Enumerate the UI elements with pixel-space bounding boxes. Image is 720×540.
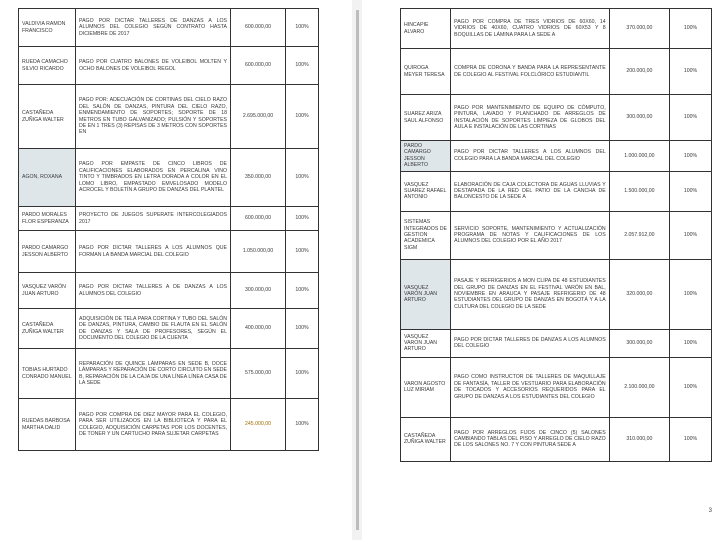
amount-cell: 600.000,00 — [231, 9, 286, 47]
amount-cell: 1.050.000,00 — [231, 231, 286, 273]
payee-name-cell: PARDO CAMARGO JESSON ALBERTO — [19, 231, 76, 273]
percentage-cell: 100% — [286, 309, 319, 349]
percentage-cell: 100% — [670, 171, 712, 211]
amount-cell: 575.000,00 — [231, 349, 286, 399]
amount-cell: 400.000,00 — [231, 309, 286, 349]
payment-concept-cell: PAGO POR CUATRO BALONES DE VOLEIBOL MOLTEN Y OCHO BALONES DE VOLEIBOL REGOL — [76, 47, 231, 85]
amount-cell: 1.500.000,00 — [609, 171, 669, 211]
payment-concept-cell: SERVICIO SOPORTE, MANTENIMIENTO Y ACTUALIZACIÓN PROGRAMA DE NOTAS Y CALIFICACIONES DE LOS ALUMNOS DEL COLEGIO POR EL AÑO 2017 — [451, 211, 610, 259]
payment-concept-cell: COMPRA DE CORONA Y BANDA PARA LA REPRESENTANTE DE COLEGIO AL FESTIVAL FOLCLÓRICO ESTUDIANTIL — [451, 49, 610, 95]
page-gutter — [352, 0, 362, 540]
table-row — [19, 85, 319, 149]
table-row — [19, 207, 319, 231]
payment-concept-cell: PAGO POR: ADECUACIÓN DE CORTINAS DEL CIELO RAZO DEL SALÓN DE DANZAS, PINTURA DEL CIELO RAZO, ENMENDAMIENTO DE SOPORTES; SOPORTE DE 18 METROS EN TUBO GALVANIZADO; PULSIÓN Y SOPORTES DE EN 1 TRES (3) REPISAS DE 3 METROS CON SOPORTES EN — [76, 85, 231, 149]
payee-name-cell: VASQUEZ VARÓN JUAN ARTURO — [19, 273, 76, 309]
table-row — [19, 9, 319, 47]
payment-concept-cell: PAGO POR COMPRA DE TRES VIDRIOS DE 60X60, 14 VIDRIOS DE 40X60, CUATRO VIDRIOS DE 60X53 Y 8 BOQUILLAS DE LÁMINA PARA LA SEDE A — [451, 9, 610, 49]
table-row — [19, 309, 319, 349]
table-row — [401, 141, 712, 172]
payment-concept-cell: PAGO POR COMPRA DE DIEZ MAYOR PARA EL COLEGIO, PARA SER UTILIZADOS EN LA BIBLIOTECA Y PARA EL COLEGIO, ADQUISICIÓN CARPETAS POR LOS DOCENTES, DE TONER Y UN CARTUCHO PARA SUJETAR CARPETAS — [76, 399, 231, 451]
payee-name-cell: SISTEMAS INTEGRADOS DE GESTION ACADEMICA SIGM — [401, 211, 451, 259]
amount-cell: 200.000,00 — [609, 49, 669, 95]
table-row — [401, 357, 712, 417]
payment-concept-cell: ELABORACIÓN DE CAJA COLECTORA DE AGUAS LLUVIAS Y DESTAPADA DE LA RED DEL PATIO DE LA CANCHA DE BALONCESTO DE LA SEDE A — [451, 171, 610, 211]
payee-name-cell: RUEDA CAMACHO SILVIO RICARDO — [19, 47, 76, 85]
amount-cell: 2.100.000,00 — [609, 357, 669, 417]
payments-table-left — [18, 8, 319, 451]
percentage-cell: 100% — [670, 357, 712, 417]
percentage-cell: 100% — [286, 349, 319, 399]
payee-name-cell: VASQUEZ SUAREZ RAFAEL ANTONIO — [401, 171, 451, 211]
table-row — [401, 95, 712, 141]
table-row — [19, 149, 319, 207]
payee-name-cell: CASTAÑEDA ZUÑIGA WALTER — [19, 85, 76, 149]
amount-cell: 370.000,00 — [609, 9, 669, 49]
payment-concept-cell: PAGO COMO INSTRUCTOR DE TALLERES DE MAQUILLAJE DE FANTASÍA, TALLER DE VESTUARIO PARA ELABORACIÓN DE TOCADOS Y ACCESORIOS REQUERIDOS PARA EL GRUPO DE DANZAS A LOS ESTUDIANTES DEL COLEGIO — [451, 357, 610, 417]
percentage-cell: 100% — [286, 231, 319, 273]
percentage-cell: 100% — [286, 9, 319, 47]
table-row — [19, 47, 319, 85]
percentage-cell: 100% — [286, 85, 319, 149]
table-row — [19, 231, 319, 273]
payment-concept-cell: PAGO POR MANTENIMIENTO DE EQUIPO DE CÓMPUTO, PINTURA, LAVADO Y PLANCHADO DE ARREGLOS DE INSTALACIÓN DE SOPORTES LIMPIEZA DE GLOBOS DEL AULA E INSTALACIÓN DE LAS CORTINAS — [451, 95, 610, 141]
percentage-cell: 100% — [286, 399, 319, 451]
amount-cell: 2.057.912,00 — [609, 211, 669, 259]
payee-name-cell: TOBIAS HURTADO CONRADO MANUEL — [19, 349, 76, 399]
payee-name-cell: RUEDAS BARBOSA MARTHA DALID — [19, 399, 76, 451]
payment-concept-cell: PAGO POR DICTAR TALLERES A DE DANZAS A LOS ALUMNOS DEL COLEGIO — [76, 273, 231, 309]
table-row — [19, 349, 319, 399]
percentage-cell: 100% — [286, 149, 319, 207]
amount-cell: 2.695.000,00 — [231, 85, 286, 149]
percentage-cell: 100% — [670, 329, 712, 357]
amount-cell: 300.000,00 — [609, 329, 669, 357]
payment-concept-cell: PAGO POR DICTAR TALLERES A LOS ALUMNOS DEL COLEGIO PARA LA BANDA MARCIAL DEL COLEGIO — [451, 141, 610, 172]
payee-name-cell: HINCAPIE ALVARO — [401, 9, 451, 49]
amount-cell: 300.000,00 — [609, 95, 669, 141]
percentage-cell: 100% — [670, 9, 712, 49]
payment-concept-cell: ADQUISICIÓN DE TELA PARA CORTINA Y TUBO DEL SALÓN DE DANZAS, PINTURA, CAMBIO DE FLAUTA EN EL SALÓN DE DANZAS Y SALA DE PROFESORES, SEGÚN EL DOCUMENTO DEL COLEGIO DE LA CUENTA — [76, 309, 231, 349]
payee-name-cell: VALDIVIA RAMON FRANCISCO — [19, 9, 76, 47]
percentage-cell: 100% — [670, 211, 712, 259]
page-number: 3 — [708, 508, 712, 514]
amount-cell: 320.000,00 — [609, 259, 669, 329]
payment-concept-cell: PASAJE Y REFRIGERIOS A MON CLIPA DE 48 ESTUDIANTES DEL GRUPO DE DANZAS EN EL FESTIVAL VARÓN EN BAL, NOVIEMBRE EN ARAUCA Y PASAJE REFRIGERIO DE 48 ESTUDIANTES DEL GRUPO DE DANZAS EN BOGOTÁ Y A LA CULTURA DEL COLEGIO DE LA SEDE — [451, 259, 610, 329]
payee-name-cell: PARDO CAMARGO JESSON ALBERTO — [401, 141, 451, 172]
percentage-cell: 100% — [286, 47, 319, 85]
amount-cell: 600.000,00 — [231, 47, 286, 85]
percentage-cell: 100% — [670, 141, 712, 172]
payee-name-cell: VASQUEZ VARON JUAN ARTURO — [401, 329, 451, 357]
document-page-left — [0, 0, 352, 540]
payee-name-cell: SUAREZ ARIZA SAUL ALFONSO — [401, 95, 451, 141]
amount-cell: 1.000.000,00 — [609, 141, 669, 172]
percentage-cell: 100% — [670, 417, 712, 461]
payments-table-right — [400, 8, 712, 462]
table-row — [19, 399, 319, 451]
amount-cell: 600.000,00 — [231, 207, 286, 231]
payment-concept-cell: PROYECTO DE JUEGOS SUPERATE INTERCOLEGIADOS 2017 — [76, 207, 231, 231]
payment-concept-cell: PAGO POR ARREGLOS FIJOS DE CINCO (5) SALONES CAMBIANDO TABLAS DEL PISO Y ARREGLO DE CIELO RAZO DE LOS SALONES NO. 7 Y CON PINTURA SEDE A — [451, 417, 610, 461]
payee-name-cell: CASTAÑEDA ZUÑIGA WALTER — [401, 417, 451, 461]
table-row — [401, 49, 712, 95]
payee-name-cell: VARON AGOSTO LUZ MIRIAM — [401, 357, 451, 417]
payment-concept-cell: REPARACIÓN DE QUINCE LÁMPARAS EN SEDE B, DOCE LÁMPARAS Y REPARACIÓN DE CORTO CIRCUITO EN SEDE B, REPARACIÓN DE LA CAJA DE UNA LÍNEA LÍNEA CASA DE LA SEDE — [76, 349, 231, 399]
payment-concept-cell: PAGO POR DICTAR TALLERES A LOS ALUMNOS QUE FORMAN LA BANDA MARCIAL DEL COLEGIO — [76, 231, 231, 273]
payee-name-cell: PARDO MORALES FLOR ESPERANZA — [19, 207, 76, 231]
document-page-right — [362, 0, 720, 540]
percentage-cell: 100% — [670, 95, 712, 141]
table-row — [401, 259, 712, 329]
amount-cell: 300.000,00 — [231, 273, 286, 309]
payment-concept-cell: PAGO POR DICTAR TALLERES DE DANZAS A LOS ALUMNOS DEL COLEGIO SEGÚN CONTRATO HASTA DICIEMBRE DE 2017 — [76, 9, 231, 47]
amount-cell: 245.000,00 — [231, 399, 286, 451]
payment-concept-cell: PAGO POR DICTAR TALLERES DE DANZAS A LOS ALUMNOS DEL COLEGIO — [451, 329, 610, 357]
payee-name-cell: VASQUEZ VARÓN JUAN ARTURO — [401, 259, 451, 329]
percentage-cell: 100% — [286, 273, 319, 309]
table-row — [401, 9, 712, 49]
payee-name-cell: QUIROGA MEYER TERESA — [401, 49, 451, 95]
payee-name-cell: CASTAÑEDA ZUÑIGA WALTER — [19, 309, 76, 349]
amount-cell: 310.000,00 — [609, 417, 669, 461]
table-row — [401, 211, 712, 259]
table-row — [401, 171, 712, 211]
payee-name-cell: AGON, ROXANA — [19, 149, 76, 207]
table-row — [401, 329, 712, 357]
percentage-cell: 100% — [286, 207, 319, 231]
table-row — [401, 417, 712, 461]
table-row — [19, 273, 319, 309]
amount-cell: 350.000,00 — [231, 149, 286, 207]
payment-concept-cell: PAGO POR EMPASTE DE CINCO LIBROS DE CALIFICACIONES ELABORADOS EN PERCALINA VINO TINTO Y TIMBRADOS EN LETRA DORADA A COLOR EN EL LOMO LIBRO, EMPASTADO EMVELOSADO MODELO ACROCEL Y BOLETÍN A GRUPO DE DANZAS DEL PLANTEL — [76, 149, 231, 207]
percentage-cell: 100% — [670, 259, 712, 329]
percentage-cell: 100% — [670, 49, 712, 95]
